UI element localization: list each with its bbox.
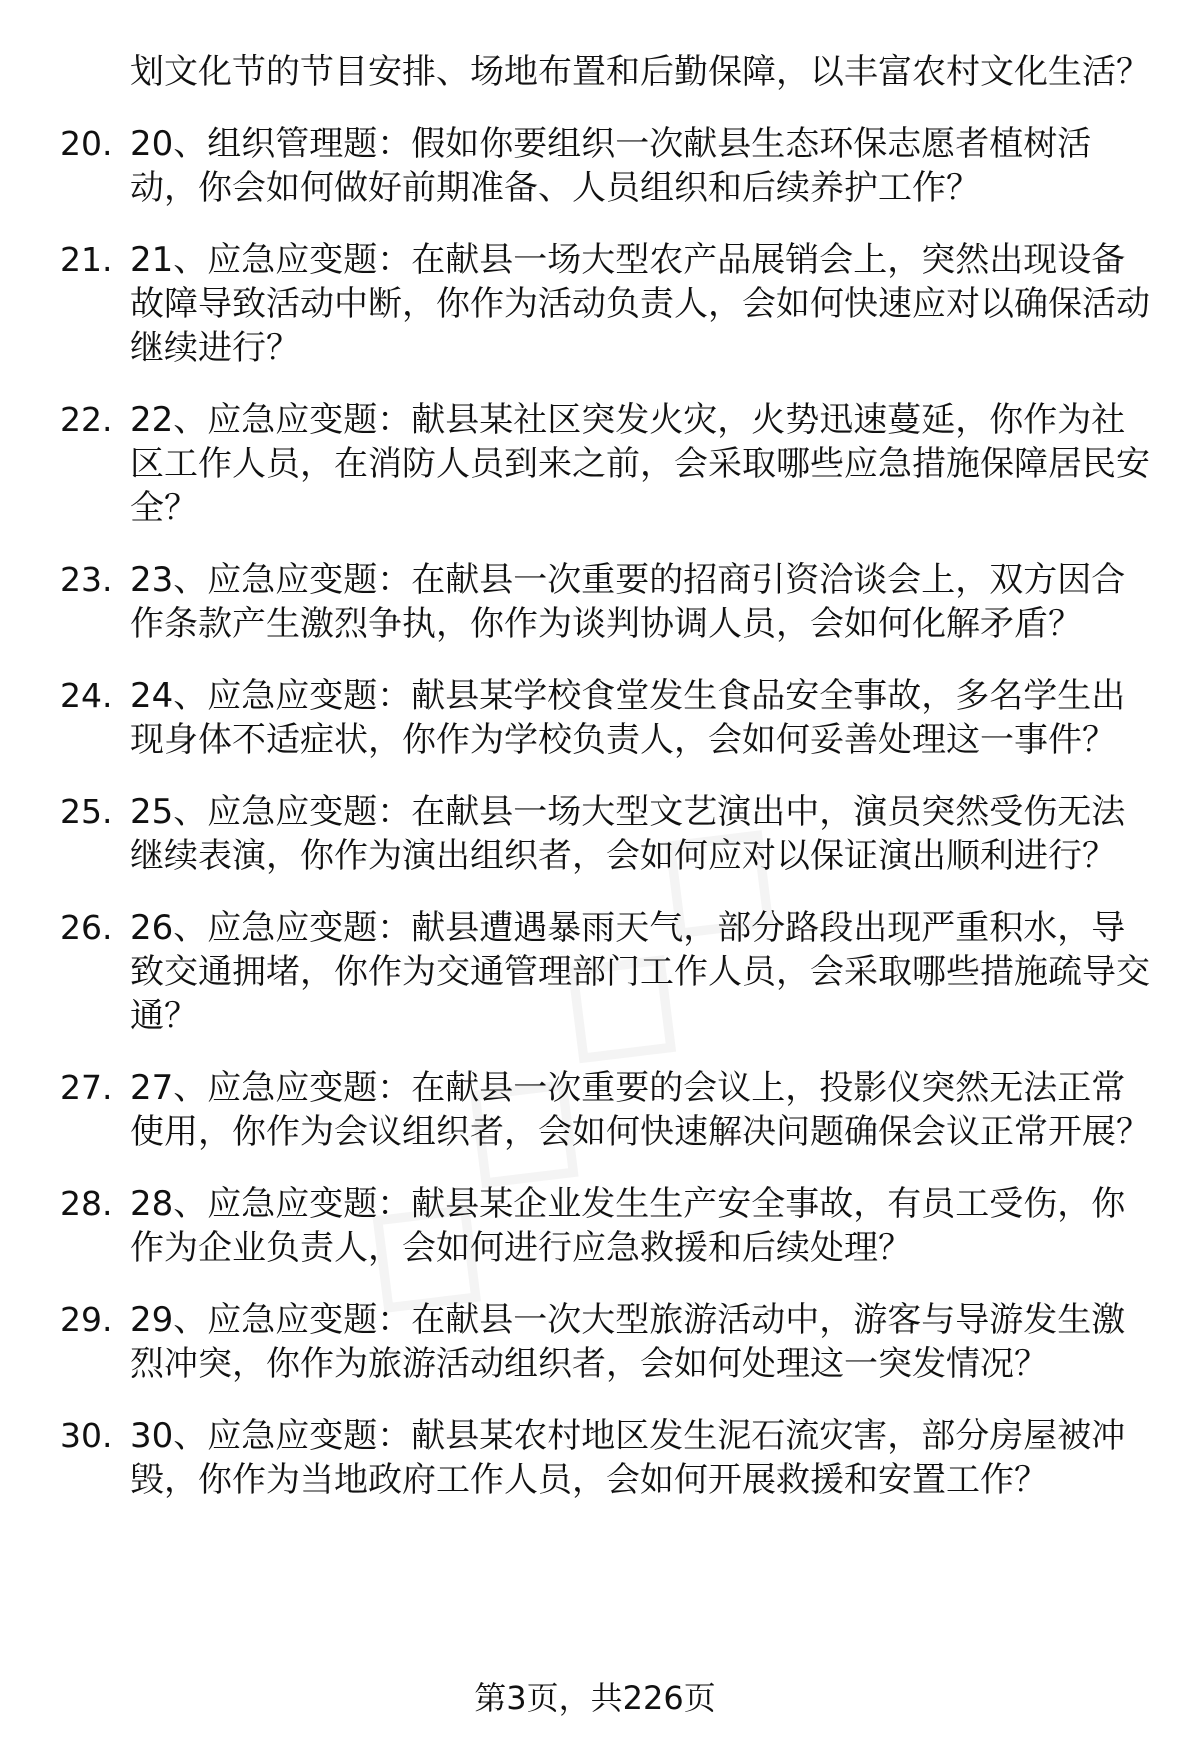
- question-number: 26.: [60, 908, 113, 947]
- continued-question-text: 划文化节的节目安排、场地布置和后勤保障，以丰富农村文化生活？: [130, 52, 1150, 92]
- list-item: [60, 238, 1150, 370]
- question-list: [60, 122, 1150, 1502]
- list-item: [60, 558, 1150, 646]
- page-footer: 第3页，共226页: [474, 1679, 716, 1717]
- list-item: [60, 1066, 1150, 1154]
- question-text: 27、应急应变题：在献县一次重要的会议上，投影仪突然无法正常使用，你作为会议组织者，会如何快速解决问题确保会议正常开展？: [130, 1068, 1150, 1152]
- document-content: [60, 0, 1150, 1530]
- question-number: 22.: [60, 400, 113, 439]
- question-text: 30、应急应变题：献县某农村地区发生泥石流灾害，部分房屋被冲毁，你作为当地政府工作人员，会如何开展救援和安置工作？: [130, 1416, 1126, 1500]
- question-text: 20、组织管理题：假如你要组织一次献县生态环保志愿者植树活动，你会如何做好前期准备、人员组织和后续养护工作？: [130, 124, 1092, 208]
- list-item: [60, 674, 1150, 762]
- question-text: 26、应急应变题：献县遭遇暴雨天气，部分路段出现严重积水，导致交通拥堵，你作为交通管理部门工作人员，会采取哪些措施疏导交通？: [130, 908, 1150, 1036]
- question-number: 20.: [60, 124, 113, 163]
- question-number: 28.: [60, 1184, 113, 1223]
- question-number: 23.: [60, 560, 113, 599]
- question-number: 21.: [60, 240, 113, 279]
- question-text: 25、应急应变题：在献县一场大型文艺演出中，演员突然受伤无法继续表演，你作为演出组织者，会如何应对以保证演出顺利进行？: [130, 792, 1126, 876]
- question-text: 24、应急应变题：献县某学校食堂发生食品安全事故，多名学生出现身体不适症状，你作为学校负责人，会如何妥善处理这一事件？: [130, 676, 1126, 760]
- question-text: 21、应急应变题：在献县一场大型农产品展销会上，突然出现设备故障导致活动中断，你作为活动负责人，会如何快速应对以确保活动继续进行？: [130, 240, 1150, 368]
- list-item: [60, 1182, 1150, 1270]
- list-item: [60, 1298, 1150, 1386]
- question-number: 29.: [60, 1300, 113, 1339]
- question-number: 30.: [60, 1416, 113, 1455]
- list-item: [60, 398, 1150, 530]
- list-item: [60, 122, 1150, 210]
- list-item: [60, 790, 1150, 878]
- question-text: 23、应急应变题：在献县一次重要的招商引资洽谈会上，双方因合作条款产生激烈争执，你作为谈判协调人员，会如何化解矛盾？: [130, 560, 1126, 644]
- list-item: [60, 906, 1150, 1038]
- question-number: 24.: [60, 676, 113, 715]
- question-text: 28、应急应变题：献县某企业发生生产安全事故，有员工受伤，你作为企业负责人，会如何进行应急救援和后续处理？: [130, 1184, 1126, 1268]
- question-number: 27.: [60, 1068, 113, 1107]
- list-item: [60, 1414, 1150, 1502]
- question-number: 25.: [60, 792, 113, 831]
- question-text: 22、应急应变题：献县某社区突发火灾，火势迅速蔓延，你作为社区工作人员，在消防人员到来之前，会采取哪些应急措施保障居民安全？: [130, 400, 1150, 528]
- question-text: 29、应急应变题：在献县一次大型旅游活动中，游客与导游发生激烈冲突，你作为旅游活动组织者，会如何处理这一突发情况？: [130, 1300, 1126, 1384]
